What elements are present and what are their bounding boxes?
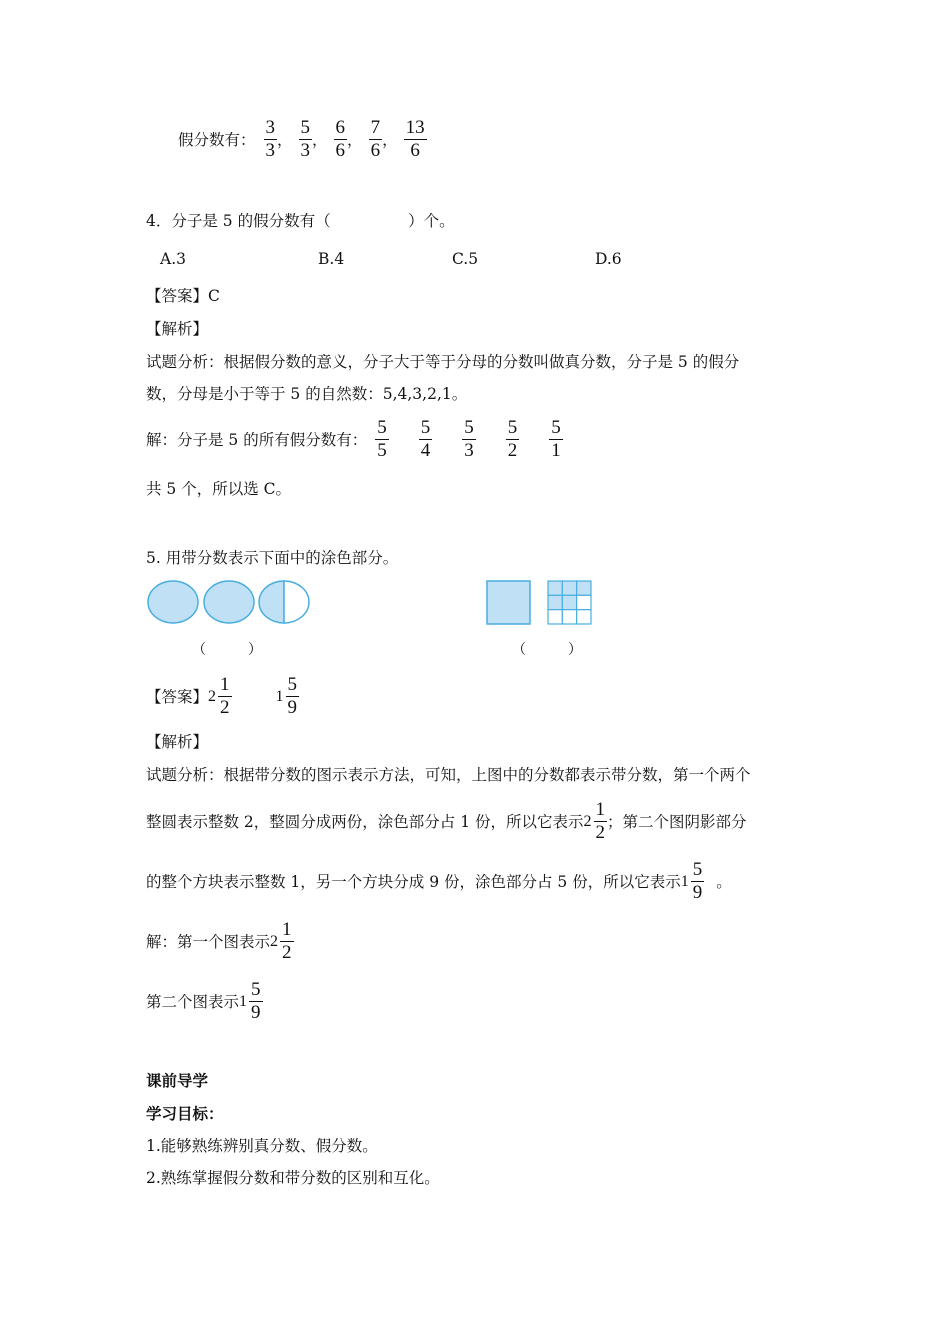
q4-solution: [146, 418, 563, 461]
grid-cell-shaded: [577, 581, 591, 595]
goal-title: 学习目标：: [146, 1105, 224, 1123]
fraction: $\frac{1}{2}$: [282, 919, 292, 963]
blank-right: （ ）: [512, 642, 582, 658]
solution-text: 解：第一个图表示: [146, 932, 271, 951]
q5-analysis-line: [146, 860, 732, 903]
fraction: $\frac{5}{2}$: [507, 417, 518, 461]
guide-title: 课前导学: [146, 1072, 209, 1090]
circles-figure: [146, 578, 314, 628]
fraction: $\frac{1}{2}$: [220, 674, 230, 718]
goal-item: 1.能够熟练辨别真分数、假分数。: [146, 1137, 378, 1155]
fraction: $\frac{5}{9}$: [251, 979, 261, 1023]
improper-fractions-line: [178, 118, 427, 161]
q5-solution-2: [146, 980, 263, 1023]
separator: ，: [347, 130, 363, 149]
grid-cell-empty: [548, 610, 562, 624]
mixed-whole: 2: [583, 812, 592, 830]
analysis-text: 。: [716, 872, 732, 891]
fraction: $\frac{5}{5}$: [377, 417, 387, 461]
solution-label: 解：分子是 5 的所有假分数有：: [146, 430, 368, 449]
goal-item: 2.熟练掌握假分数和带分数的区别和互化。: [146, 1169, 440, 1187]
q4-option-c: C.5: [452, 250, 479, 268]
q4-analysis-title: 【解析】: [146, 320, 209, 338]
fraction: $\frac{5}{9}$: [692, 859, 703, 903]
mixed-whole: 1: [275, 687, 284, 705]
analysis-text: 的整个方块表示整数 1，另一个方块分成 9 份，涂色部分占 5 份，所以它表示: [146, 872, 681, 891]
analysis-text: 整圆表示整数 2，整圆分成两份，涂色部分占 1 份，所以它表示: [146, 812, 584, 831]
fraction: $\frac{1}{2}$: [595, 799, 606, 843]
mixed-whole: 1: [680, 872, 689, 890]
fraction: $\frac{5}{3}$: [464, 417, 474, 461]
blank-left: （ ）: [192, 642, 262, 658]
fraction: $\frac{3}{3}$: [265, 117, 276, 161]
q5-analysis-line: [146, 800, 747, 843]
q4-analysis-line: 数，分母是小于等于 5 的自然数：5,4,3,2,1。: [146, 385, 468, 403]
fraction: $\frac{5}{1}$: [551, 417, 561, 461]
q4-answer: 【答案】C: [146, 287, 220, 305]
grid-cell-empty: [577, 610, 591, 624]
q5-stem: 5. 用带分数表示下面中的涂色部分。: [146, 549, 399, 567]
q5-solution-1: [146, 920, 294, 963]
full-circle: [204, 581, 254, 623]
separator: ，: [277, 130, 293, 149]
answer-label: 【答案】: [146, 687, 209, 706]
analysis-text: ；第二个图阴影部分: [607, 812, 747, 831]
mixed-whole: 2: [270, 932, 279, 950]
grid-cell-shaded: [548, 581, 562, 595]
fraction: $\frac{5}{9}$: [287, 674, 298, 718]
mixed-whole: 1: [239, 992, 248, 1010]
q4-option-d: D.6: [595, 250, 622, 268]
mixed-whole: 2: [208, 687, 217, 705]
fraction: $\frac{6}{6}$: [335, 117, 346, 161]
full-circle: [148, 581, 198, 623]
improper-label: 假分数有：: [178, 130, 256, 149]
grid-cell-shaded: [562, 581, 576, 595]
half-circle-shaded: [259, 581, 284, 623]
separator: ，: [382, 130, 398, 149]
solution-text: 第二个图表示: [146, 992, 240, 1011]
fraction: $\frac{13}{6}$: [405, 117, 425, 161]
separator: ，: [312, 130, 328, 149]
q4-option-a: A.3: [160, 250, 186, 268]
fraction: $\frac{5}{4}$: [420, 417, 431, 461]
q4-option-b: B.4: [318, 250, 345, 268]
q5-analysis-line: 试题分析：根据带分数的图示表示方法，可知，上图中的分数都表示带分数，第一个两个: [146, 766, 751, 784]
q5-analysis-title: 【解析】: [146, 733, 209, 751]
q4-analysis-line: 试题分析：根据假分数的意义，分子大于等于分母的分数叫做真分数，分子是 5 的假分: [146, 353, 740, 371]
grid-cell-empty: [577, 595, 591, 609]
fraction: $\frac{5}{3}$: [300, 117, 311, 161]
grid-cell-empty: [562, 610, 576, 624]
grid-cell-shaded: [548, 595, 562, 609]
q4-stem: 4．分子是 5 的假分数有（ ）个。: [146, 212, 455, 230]
q5-answer: [146, 675, 299, 718]
full-square: [487, 581, 530, 624]
q4-conclusion: 共 5 个，所以选 C。: [146, 480, 292, 498]
squares-figure: [485, 578, 595, 628]
half-circle-empty: [284, 581, 309, 623]
fraction: $\frac{7}{6}$: [370, 117, 381, 161]
grid-square: [548, 581, 591, 624]
grid-cell-shaded: [562, 595, 576, 609]
